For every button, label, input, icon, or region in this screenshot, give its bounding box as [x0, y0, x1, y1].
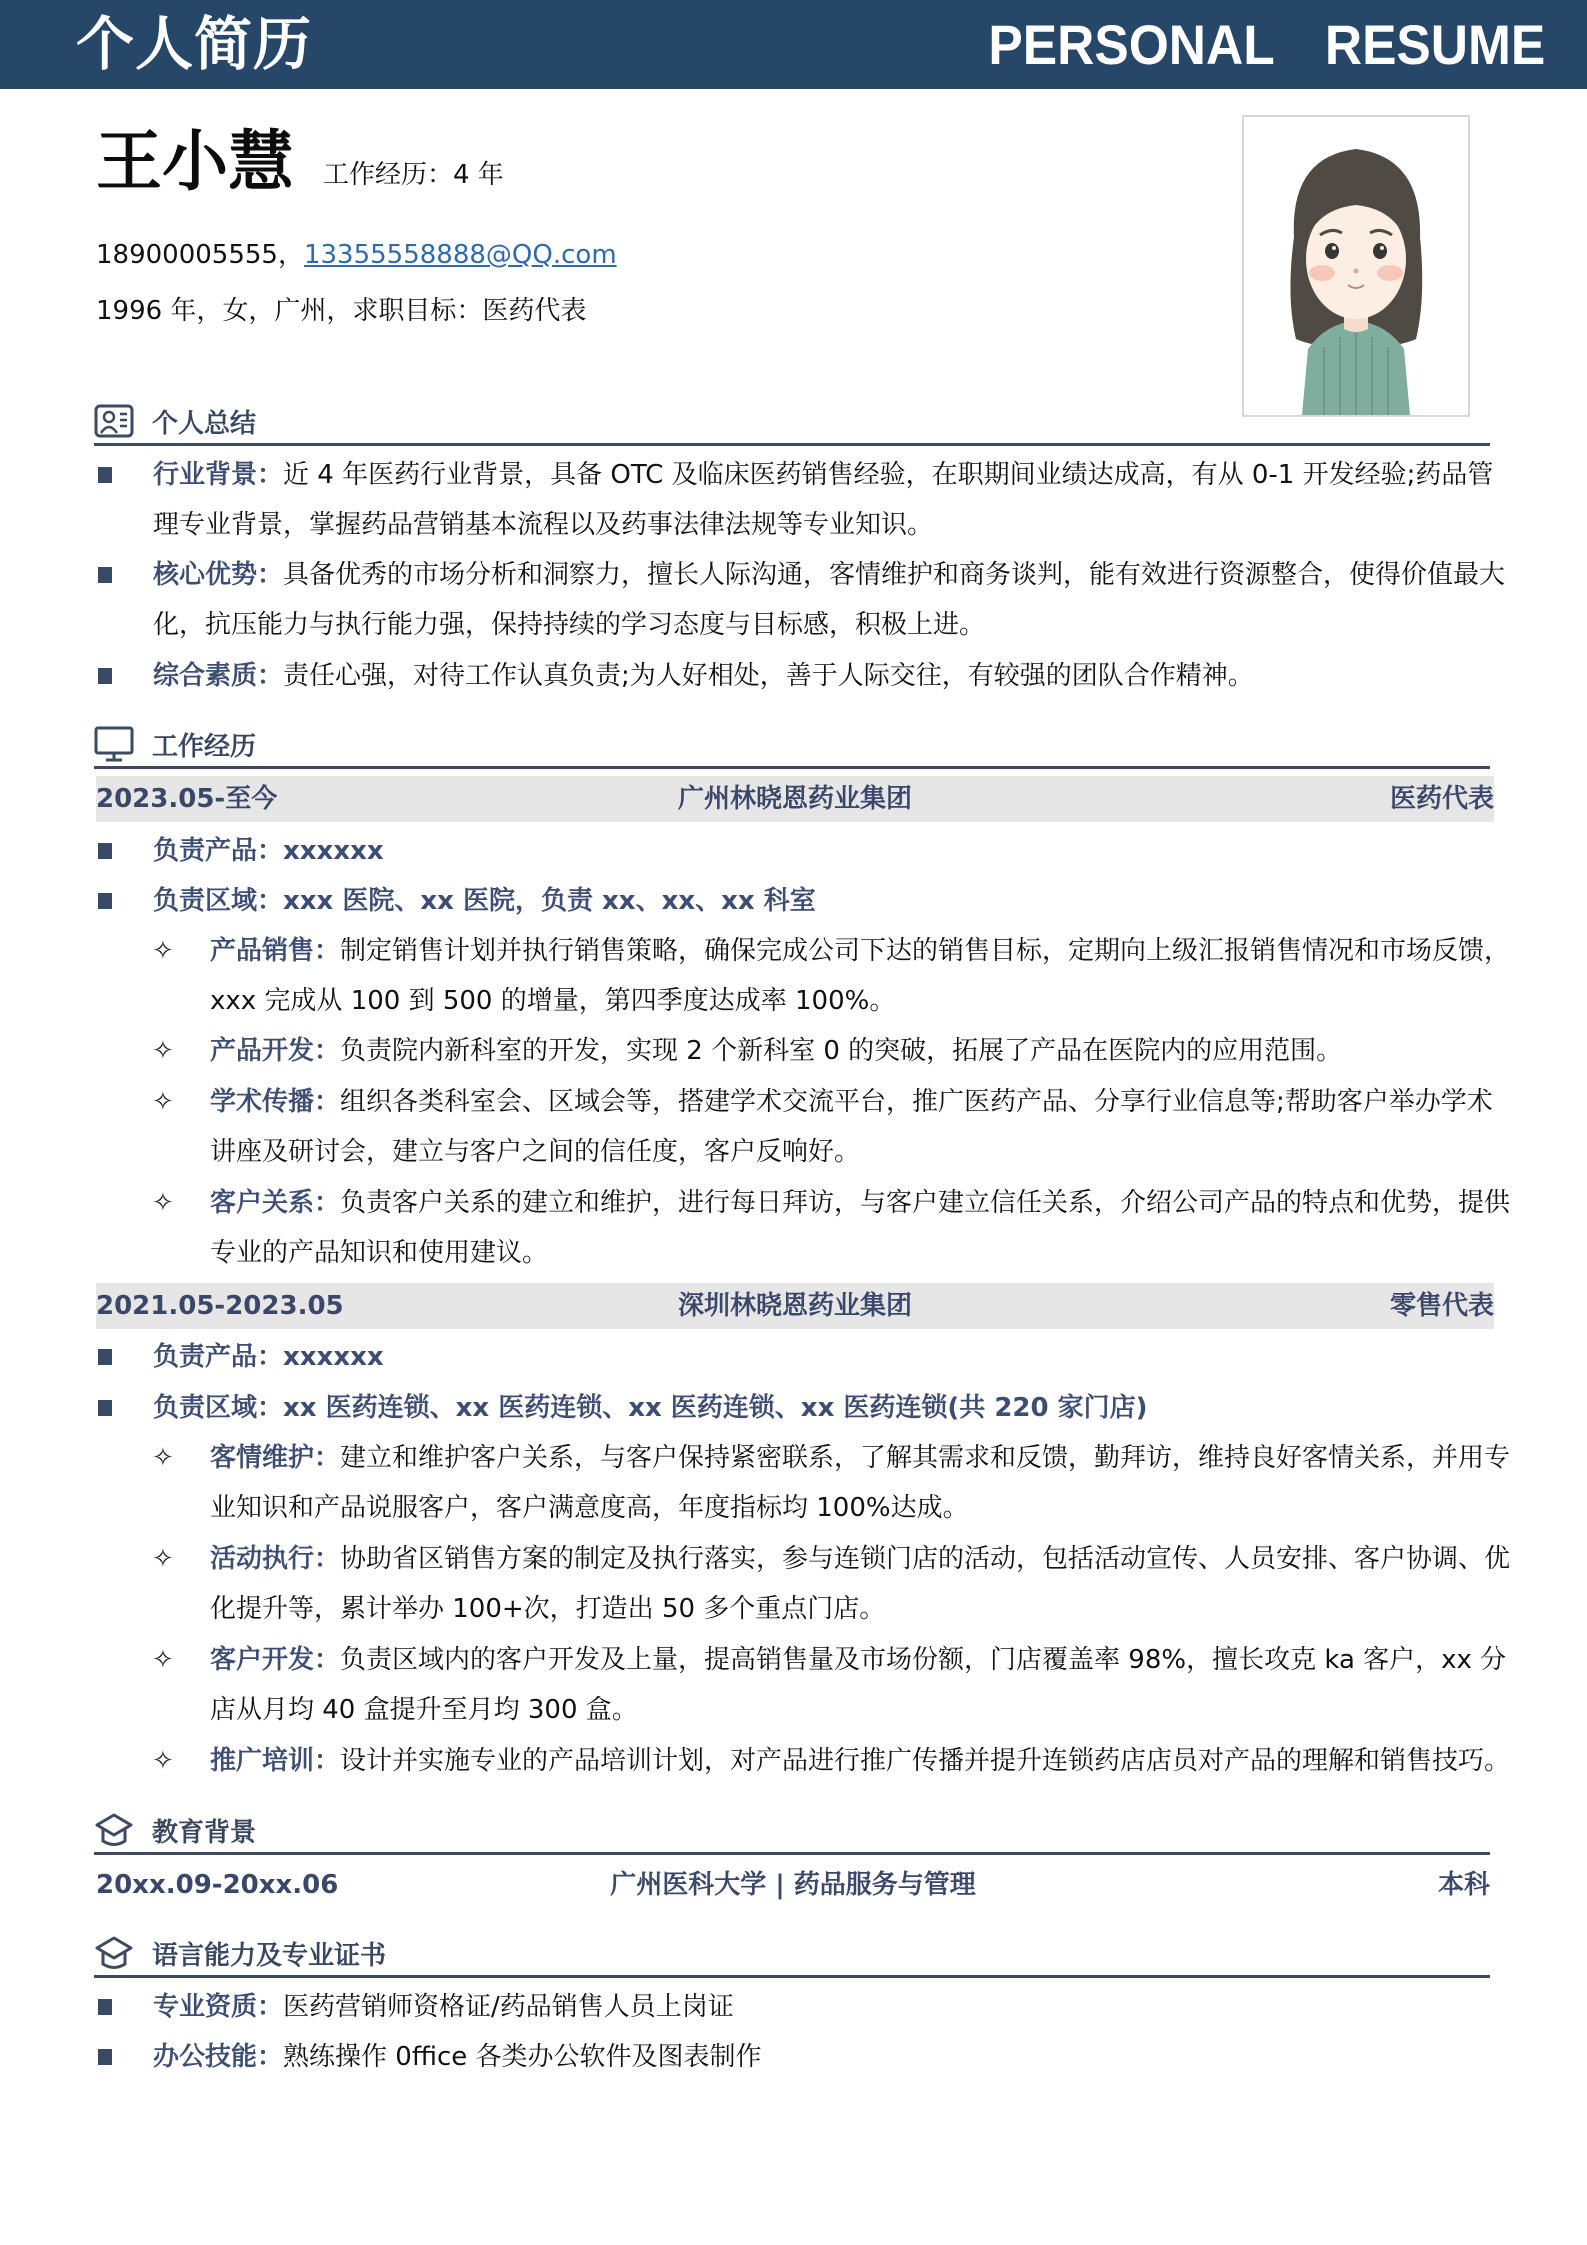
- graduation-cap-icon: [94, 1812, 134, 1848]
- monitor-icon: [94, 726, 134, 762]
- diamond-star-bullet-icon: ✧: [152, 1188, 174, 1218]
- summary-item: 核心优势：具备优秀的市场分析和洞察力，擅长人际沟通，客情维护和商务谈判，能有效进行资源整合，使得价值最大化，抗压能力与执行能力强，保持持续的学习态度与目标感，积极上进。: [96, 550, 1516, 650]
- section-header-work: [94, 722, 1490, 769]
- profile-photo: [1242, 115, 1470, 417]
- job-duty: ✧ 客情维护：建立和维护客户关系，与客户保持紧密联系，了解其需求和反馈，勤拜访，维持良好客情关系，并用专业知识和产品说服客户，客户满意度高，年度指标均 100%达成。: [152, 1433, 1517, 1533]
- job-position: 医药代表: [1389, 784, 1494, 814]
- job-fact: 负责产品：xxxxxx: [96, 826, 1516, 876]
- portrait-illustration: [1244, 117, 1468, 415]
- summary-text: 近 4 年医药行业背景，具备 OTC 及临床医药销售经验，在职期间业绩达成高，有从 0-1 开发经验;药品管理专业背景，掌握药品营销基本流程以及药事法律法规等专业知识。: [153, 460, 1494, 540]
- square-bullet-icon: [98, 1349, 112, 1365]
- email-link[interactable]: 13355558888@QQ.com: [303, 240, 617, 270]
- square-bullet-icon: [98, 467, 112, 483]
- diamond-star-bullet-icon: ✧: [152, 1087, 174, 1117]
- diamond-star-bullet-icon: ✧: [152, 936, 174, 966]
- diamond-star-bullet-icon: ✧: [152, 1746, 174, 1776]
- job-duty: ✧ 客户开发：负责区域内的客户开发及上量，提高销售量及市场份额，门店覆盖率 98%，擅长攻克 ka 客户，xx 分店从月均 40 盒提升至月均 300 盒。: [152, 1635, 1517, 1735]
- job-duty: ✧ 推广培训：设计并实施专业的产品培训计划，对产品进行推广传播并提升连锁药店店员对产品的理解和销售技巧。: [152, 1736, 1517, 1786]
- job-company: 深圳林晓恩药业集团: [677, 1291, 912, 1321]
- job-period: 2023.05-至今: [96, 784, 278, 814]
- square-bullet-icon: [98, 843, 112, 859]
- education-degree: 本科: [1437, 1870, 1490, 1900]
- contact-line: [96, 238, 617, 272]
- section-title-summary: 个人总结: [152, 409, 257, 439]
- job-company: 广州林晓恩药业集团: [677, 784, 912, 814]
- square-bullet-icon: [98, 2049, 112, 2065]
- phone-number: 18900005555，: [96, 240, 304, 270]
- summary-label: 综合素质: [153, 661, 258, 691]
- job-duty: ✧ 客户关系：负责客户关系的建立和维护，进行每日拜访，与客户建立信任关系，介绍公司产品的特点和优势，提供专业的产品知识和使用建议。: [152, 1178, 1517, 1278]
- graduation-cap-icon: [94, 1935, 134, 1971]
- diamond-star-bullet-icon: ✧: [152, 1645, 174, 1675]
- job-position: 零售代表: [1389, 1291, 1494, 1321]
- job-duty: ✧ 活动执行：协助省区销售方案的制定及执行落实，参与连锁门店的活动，包括活动宣传、人员安排、客户协调、优化提升等，累计举办 100+次，打造出 50 多个重点门店。: [152, 1534, 1517, 1634]
- job-duty: ✧ 产品销售：制定销售计划并执行销售策略，确保完成公司下达的销售目标，定期向上级汇报销售情况和市场反馈，xxx 完成从 100 到 500 的增量，第四季度达成率 100%。: [152, 926, 1517, 1026]
- candidate-name: 王小慧: [96, 123, 294, 200]
- summary-label: 行业背景: [153, 460, 258, 490]
- summary-text: 责任心强，对待工作认真负责;为人好相处，善于人际交往，有较强的团队合作精神。: [283, 661, 1254, 691]
- education-period: 20xx.09-20xx.06: [96, 1870, 339, 1900]
- square-bullet-icon: [98, 893, 112, 909]
- square-bullet-icon: [98, 1400, 112, 1416]
- job-fact: 负责区域：xxx 医院、xx 医院，负责 xx、xx、xx 科室: [96, 876, 1516, 926]
- diamond-star-bullet-icon: ✧: [152, 1036, 174, 1066]
- id-card-icon: [94, 403, 134, 439]
- header-bar: [0, 0, 1587, 89]
- job-header: [96, 776, 1494, 822]
- job-duty: ✧ 产品开发：负责院内新科室的开发，实现 2 个新科室 0 的突破，拓展了产品在医院内的应用范围。: [152, 1026, 1517, 1076]
- job-period: 2021.05-2023.05: [96, 1291, 344, 1321]
- diamond-star-bullet-icon: ✧: [152, 1544, 174, 1574]
- header-title-cn: 个人简历: [76, 10, 313, 78]
- header-title-en: PERSONAL RESUME: [988, 13, 1545, 76]
- job-fact: 负责产品：xxxxxx: [96, 1332, 1516, 1382]
- job-duty: ✧ 学术传播：组织各类科室会、区域会等，搭建学术交流平台，推广医药产品、分享行业信息等;帮助客户举办学术讲座及研讨会，建立与客户之间的信任度，客户反响好。: [152, 1077, 1517, 1177]
- summary-item: 综合素质：责任心强，对待工作认真负责;为人好相处，善于人际交往，有较强的团队合作精神。: [96, 651, 1516, 701]
- section-header-skills: [94, 1931, 1490, 1978]
- square-bullet-icon: [98, 668, 112, 684]
- summary-text: 具备优秀的市场分析和洞察力，擅长人际沟通，客情维护和商务谈判，能有效进行资源整合，使得价值最大化，抗压能力与执行能力强，保持持续的学习态度与目标感，积极上进。: [153, 560, 1506, 640]
- section-title-skills: 语言能力及专业证书: [152, 1941, 387, 1971]
- section-title-education: 教育背景: [152, 1818, 257, 1848]
- square-bullet-icon: [98, 567, 112, 583]
- job-fact: 负责区域：xx 医药连锁、xx 医药连锁、xx 医药连锁、xx 医药连锁(共 220 家门店): [96, 1383, 1516, 1433]
- section-header-summary: [94, 399, 1490, 446]
- diamond-star-bullet-icon: ✧: [152, 1443, 174, 1473]
- summary-item: 行业背景：近 4 年医药行业背景，具备 OTC 及临床医药销售经验，在职期间业绩达成高，有从 0-1 开发经验;药品管理专业背景，掌握药品营销基本流程以及药事法律法规等专业知识。: [96, 450, 1516, 550]
- section-title-work: 工作经历: [152, 732, 257, 762]
- summary-label: 核心优势: [153, 560, 258, 590]
- education-row: [96, 1862, 1490, 1908]
- skill-item: 专业资质：医药营销师资格证/药品销售人员上岗证: [96, 1982, 1516, 2032]
- square-bullet-icon: [98, 1999, 112, 2015]
- basic-info: 1996 年，女，广州，求职目标：医药代表: [96, 296, 587, 326]
- experience-years: 工作经历：4 年: [323, 160, 504, 190]
- section-header-education: [94, 1808, 1490, 1855]
- job-header: [96, 1283, 1494, 1329]
- skill-item: 办公技能：熟练操作 0ffice 各类办公软件及图表制作: [96, 2032, 1516, 2082]
- education-school-major: 广州医科大学 | 药品服务与管理: [610, 1870, 976, 1900]
